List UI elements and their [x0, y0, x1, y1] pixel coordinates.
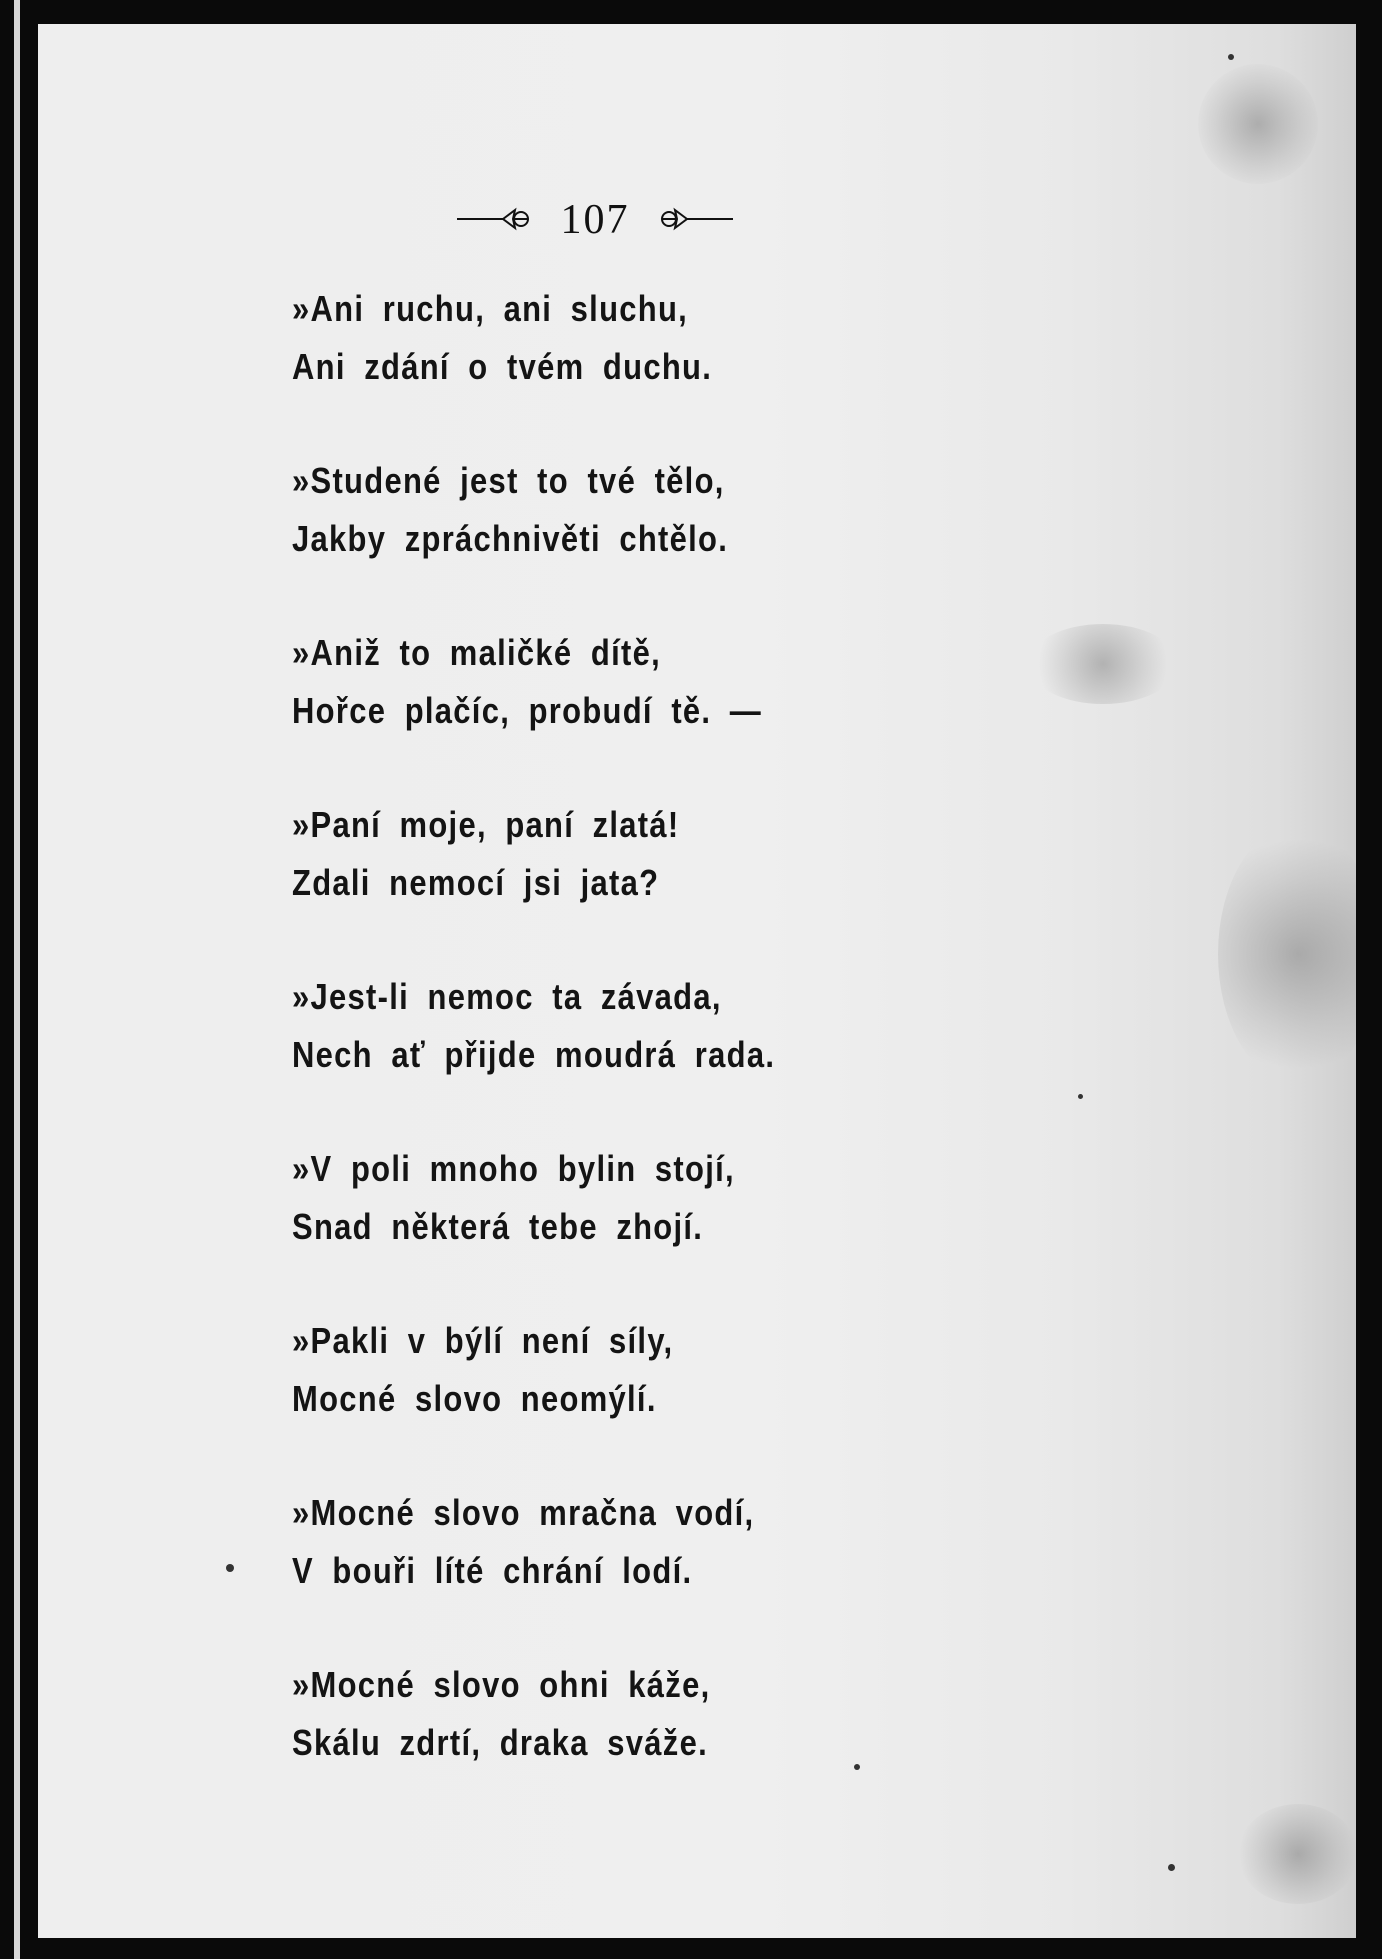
verse-line: Snad některá tebe zhojí.: [292, 1206, 704, 1247]
verse-line: »Paní moje, paní zlatá!: [292, 804, 680, 845]
stanza: [292, 452, 992, 568]
verse-line: Hořce plačíc, probudí tě. —: [292, 690, 763, 731]
scan-speck: [1168, 1864, 1175, 1871]
verse-line: Jakby zpráchnivěti chtělo.: [292, 518, 729, 559]
verse-line: »Studené jest to tvé tělo,: [292, 460, 725, 501]
page-edge-strip: [14, 0, 20, 1959]
verse-line: Mocné slovo neomýlí.: [292, 1378, 657, 1419]
verse-line: »Aniž to maličké dítě,: [292, 632, 662, 673]
stanza: [292, 280, 992, 396]
scan-speck: [1228, 54, 1234, 60]
verse-line: »Ani ruchu, ani sluchu,: [292, 288, 689, 329]
stanza: [292, 1140, 992, 1256]
verse-line: »Mocné slovo mračna vodí,: [292, 1492, 755, 1533]
stanza: [292, 1656, 992, 1772]
verse-line: Ani zdání o tvém duchu.: [292, 346, 713, 387]
verse-line: »Jest-li nemoc ta závada,: [292, 976, 722, 1017]
scan-smudge: [1028, 624, 1178, 704]
page-number: 107: [560, 197, 630, 243]
stanza: [292, 968, 992, 1084]
scan-speck: [1078, 1094, 1083, 1099]
verse-line: Zdali nemocí jsi jata?: [292, 862, 660, 903]
verse-line: V bouři líté chrání lodí.: [292, 1550, 693, 1591]
poem-body: [292, 280, 992, 1828]
stanza: [292, 1484, 992, 1600]
scan-smudge: [1238, 1804, 1356, 1904]
stanza: [292, 624, 992, 740]
verse-line: Nech ať přijde moudrá rada.: [292, 1034, 776, 1075]
left-ornament-icon: [455, 204, 535, 234]
right-ornament-icon: [655, 204, 735, 234]
stanza: [292, 796, 992, 912]
stanza: [292, 1312, 992, 1428]
page-header: [0, 190, 1382, 250]
verse-line: »Mocné slovo ohni káže,: [292, 1664, 711, 1705]
verse-line: »V poli mnoho bylin stojí,: [292, 1148, 735, 1189]
verse-line: »Pakli v býlí není síly,: [292, 1320, 674, 1361]
verse-line: Skálu zdrtí, draka sváže.: [292, 1722, 708, 1763]
scan-smudge: [1218, 824, 1356, 1084]
scan-smudge: [1198, 64, 1318, 184]
scan-speck: [226, 1564, 234, 1572]
